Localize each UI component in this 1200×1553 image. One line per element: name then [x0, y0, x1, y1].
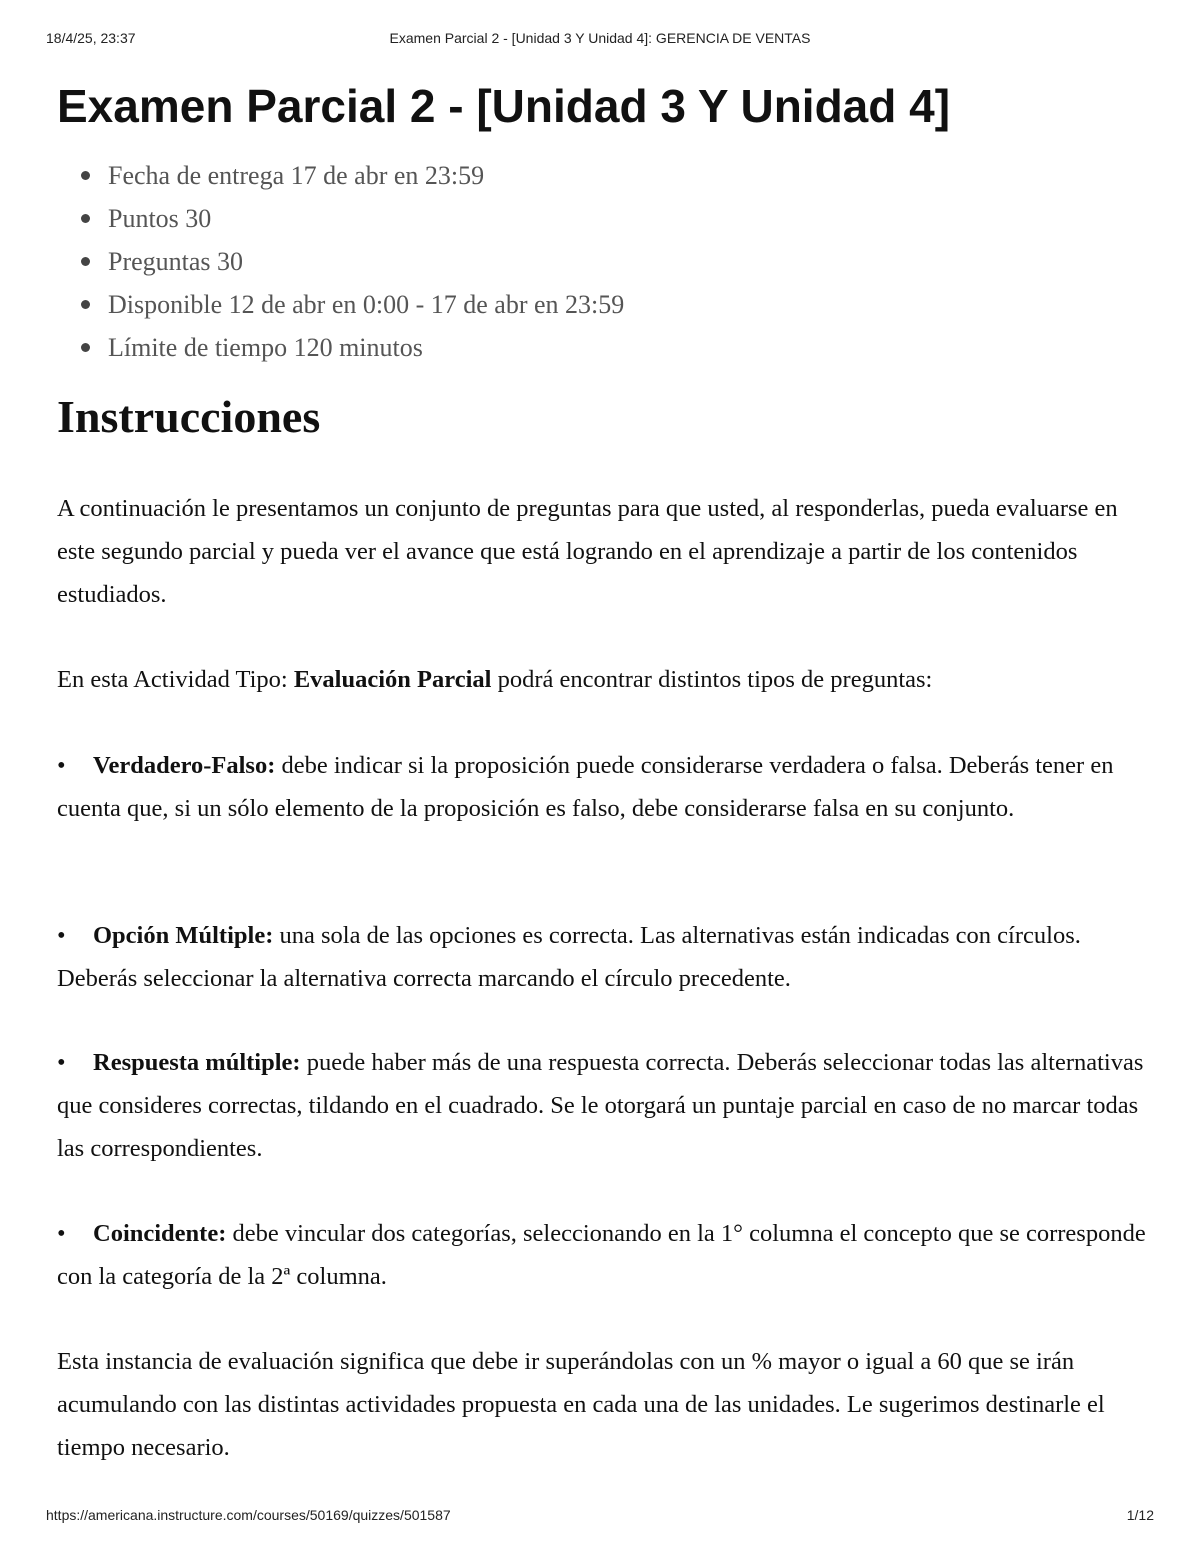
bullet-icon — [81, 343, 90, 352]
bullet-icon: • — [57, 752, 66, 779]
bullet-icon — [81, 300, 90, 309]
page-title: Examen Parcial 2 - [Unidad 3 Y Unidad 4] — [57, 80, 951, 132]
detail-due-date — [108, 154, 624, 197]
question-type-term: Coincidente: — [93, 1220, 227, 1247]
question-type-description: debe vincular dos categorías, seleccionando en la 1° columna el concepto que se corresponde con la categoría de la 2ª columna. — [57, 1220, 1146, 1290]
print-document-title: Examen Parcial 2 - [Unidad 3 Y Unidad 4]: GERENCIA DE VENTAS — [389, 30, 811, 46]
bullet-icon: • — [57, 922, 66, 949]
instructions-intro: A continuación le presentamos un conjunto de preguntas para que usted, al responderlas, pueda evaluarse en este segundo parcial y pueda ver el avance que está logrando en el aprendizaje a partir de los contenidos estudiados. — [57, 495, 1118, 608]
detail-text: Preguntas 30 — [108, 247, 244, 276]
detail-points — [108, 197, 624, 240]
activity-suffix: podrá encontrar distintos tipos de preguntas: — [491, 666, 933, 693]
print-header — [0, 30, 1200, 50]
print-page-number: 1/12 — [1126, 1507, 1154, 1523]
question-type-description: puede haber más de una respuesta correcta. Deberás seleccionar todas las alternativas que consideres correctas, tildando en el cuadrado. Se le otorgará un puntaje parcial en caso de no marcar todas las correspondientes. — [57, 1049, 1144, 1162]
print-footer — [0, 1507, 1200, 1527]
detail-time-limit — [108, 326, 624, 369]
quiz-details-list — [108, 154, 624, 369]
bullet-icon: • — [57, 1049, 66, 1076]
bullet-icon — [81, 171, 90, 180]
question-type-term: Respuesta múltiple: — [93, 1049, 301, 1076]
detail-text: Límite de tiempo 120 minutos — [108, 333, 423, 362]
detail-text: Puntos 30 — [108, 204, 212, 233]
detail-text: Disponible 12 de abr en 0:00 - 17 de abr en 23:59 — [108, 290, 625, 319]
question-type-true-false — [57, 744, 1157, 830]
question-type-term: Opción Múltiple: — [93, 922, 274, 949]
print-url: https://americana.instructure.com/courses/50169/quizzes/501587 — [46, 1507, 451, 1523]
bullet-icon — [81, 257, 90, 266]
question-type-matching — [57, 1212, 1157, 1298]
activity-type-paragraph — [57, 658, 1157, 701]
bullet-icon: • — [57, 1220, 66, 1247]
question-type-multiple-answer — [57, 1041, 1157, 1170]
question-type-description: una sola de las opciones es correcta. Las alternativas están indicadas con círculos. Deberás seleccionar la alternativa correcta marcando el círculo precedente. — [57, 922, 1081, 992]
detail-questions — [108, 240, 624, 283]
closing-paragraph: Esta instancia de evaluación significa que debe ir superándolas con un % mayor o igual a 60 que se irán acumulando con las distintas actividades propuesta en cada una de las unidades. Le sugerimos destinarle el tiempo necesario. — [57, 1348, 1105, 1461]
question-type-description: debe indicar si la proposición puede considerarse verdadera o falsa. Deberás tener en cuenta que, si un sólo elemento de la proposición es falso, debe considerarse falsa en su conjunto. — [57, 752, 1114, 822]
activity-prefix: En esta Actividad Tipo: — [57, 666, 294, 693]
bullet-icon — [81, 214, 90, 223]
activity-type-bold: Evaluación Parcial — [293, 666, 492, 693]
instructions-heading: Instrucciones — [57, 391, 321, 442]
question-type-multiple-choice — [57, 914, 1157, 1000]
detail-availability — [108, 283, 624, 326]
print-datetime: 18/4/25, 23:37 — [46, 30, 136, 46]
question-type-term: Verdadero-Falso: — [93, 752, 276, 779]
detail-text: Fecha de entrega 17 de abr en 23:59 — [108, 161, 485, 190]
